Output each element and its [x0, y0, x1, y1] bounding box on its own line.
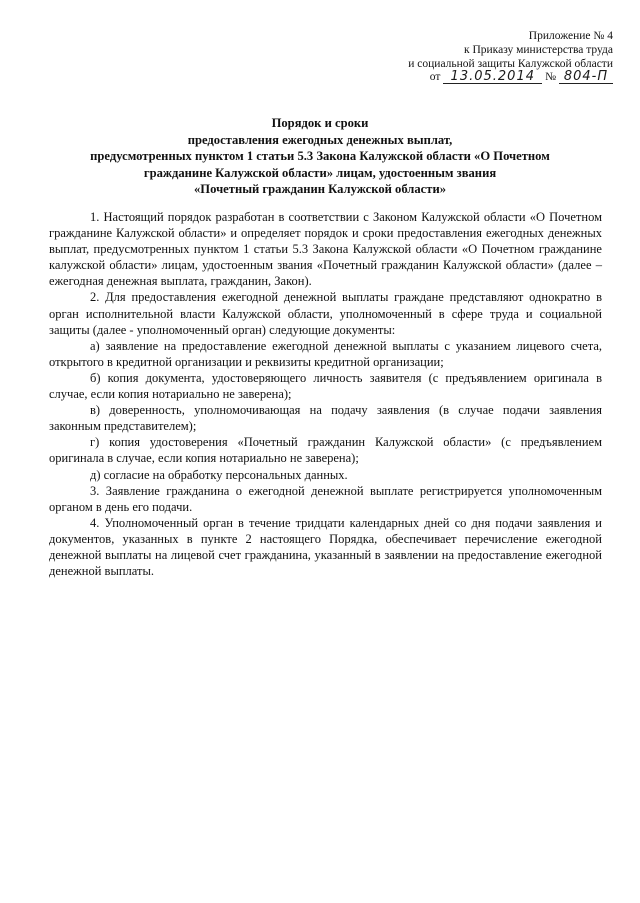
item-g: г) копия удостоверения «Почетный гражданин Калужской области» (с предъявлением оригинала в случае, если копия нотариально не заверена); [49, 435, 602, 466]
title-line-3: предусмотренных пунктом 1 статьи 5.3 Закона Калужской области «О Почетном [90, 149, 550, 164]
number-label: № [545, 71, 557, 84]
document-title [40, 115, 600, 198]
title-line-5: «Почетный гражданин Калужской области» [194, 182, 446, 197]
handwritten-order-number: 804-П [559, 71, 613, 84]
paragraph-3: 3. Заявление гражданина о ежегодной денежной выплате регистрируется уполномоченным органом в день его подачи. [49, 483, 602, 514]
order-reference: к Приказу министерства труда [464, 43, 613, 56]
date-prefix: от [429, 71, 441, 84]
appendix-number: Приложение № 4 [528, 30, 613, 42]
item-b: б) копия документа, удостоверяющего личность заявителя (с предъявлением оригинала в случае, если копия нотариально не заверена); [49, 370, 602, 402]
paragraph-1: 1. Настоящий порядок разработан в соответствии с Законом Калужской области «О Почетном гражданине Калужской области» и определяет порядок и сроки предоставления ежегодных денежных выплат, предусмотренных пунктом 1 статьи 5.3 Закона Калужской области «О Почетном гражданине калужской области» лицам, удостоенным звания «Почетный гражданин Калужской области» (далее – ежегодная денежная выплата, гражданин, Закон). [49, 210, 602, 289]
paragraph-2: 2. Для предоставления ежегодной денежной выплаты граждане представляют однократно в орган исполнительной власти Калужской области, уполномоченный в сфере труда и социальной защиты (далее - уполномоченный орган) следующие документы: [49, 290, 602, 337]
title-line-4: гражданине Калужской области» лицам, удостоенным звания [143, 165, 497, 180]
title-line-2: предоставления ежегодных денежных выплат, [187, 132, 453, 147]
appendix-header [408, 30, 613, 85]
document-body [49, 209, 602, 579]
order-date-number-line [408, 71, 613, 85]
handwritten-date: 13.05.2014 [443, 71, 542, 84]
paragraph-4: 4. Уполномоченный орган в течение тридцати календарных дней со дня подачи заявления и документов, указанных в пункте 2 настоящего Порядка, обеспечивает перечисление ежегодной денежной выплаты на лицевой счет гражданина, указанный в заявлении на предоставление ежегодной денежной выплаты. [49, 515, 602, 579]
title-line-1: Порядок и сроки [271, 116, 369, 130]
item-a: а) заявление на предоставление ежегодной денежной выплаты с указанием лицевого счета, открытого в кредитной организации и реквизиты кредитной организации; [49, 338, 602, 369]
item-v: в) доверенность, уполномочивающая на подачу заявления (в случае подачи заявления законным представителем); [49, 403, 602, 434]
item-d: д) согласие на обработку персональных данных. [90, 467, 348, 482]
ministry-name: и социальной защиты Калужской области [408, 57, 613, 70]
